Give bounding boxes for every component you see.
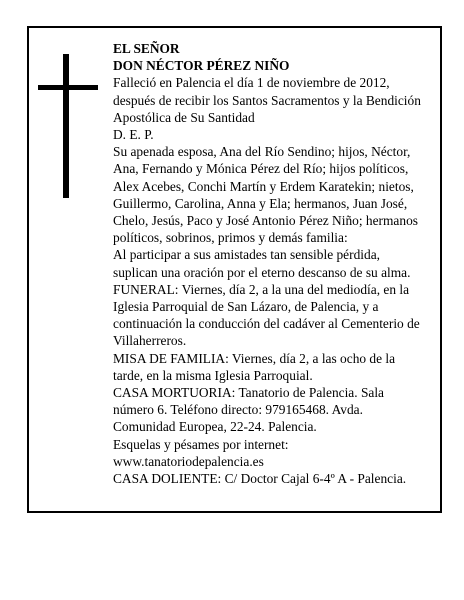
family-mass-info: MISA DE FAMILIA: Viernes, día 2, a las ocho de la tarde, en la misma Iglesia Parroquial. [113, 350, 396, 383]
online-condolences-label: Esquelas y pésames por internet: [113, 436, 289, 452]
funeral-info: FUNERAL: Viernes, día 2, a la una del mediodía, en la Iglesia Parroquial de San Lázaro, de Palencia, y a continuación la conducción del cadáver al Cementerio de Villaherreros. [113, 281, 420, 349]
prayer-request: Al participar a sus amistades tan sensible pérdida, suplican una oración por el eterno descanso de su alma. [113, 247, 411, 280]
cross-vertical-bar [63, 54, 69, 198]
deceased-name: DON NÉCTOR PÉREZ NIÑO [113, 58, 290, 74]
website-link[interactable]: www.tanatoriodepalencia.es [113, 453, 264, 469]
notice-text [113, 40, 423, 487]
death-statement: Falleció en Palencia el día 1 de noviembre de 2012, después de recibir los Santos Sacramentos y la Bendición Apostólica de Su Santidad [113, 75, 421, 125]
cross-icon [38, 54, 98, 198]
heading-title: EL SEÑOR [113, 41, 180, 56]
funeral-home-info: CASA MORTUORIA: Tanatorio de Palencia. Sala número 6. Teléfono directo: 979165468. Avda. Comunidad Europea, 22-24. Palencia. [113, 385, 384, 435]
cross-horizontal-bar [38, 85, 98, 90]
mourning-house-info: CASA DOLIENTE: C/ Doctor Cajal 6-4º A - Palencia. [113, 471, 407, 487]
family-paragraph: Su apenada esposa, Ana del Río Sendino; hijos, Néctor, Ana, Fernando y Mónica Pérez del Río; hijos políticos, Alex Acebes, Conchi Martín y Erdem Karatekin; nietos, Guillermo, Carolina, Anna y Ela; hermanos, Juan José, Chelo, Jesús, Paco y José Antonio Pérez Niño; hermanos políticos, sobrinos, primos y demás familia: [113, 144, 418, 246]
rip-line: D. E. P. [113, 127, 154, 143]
